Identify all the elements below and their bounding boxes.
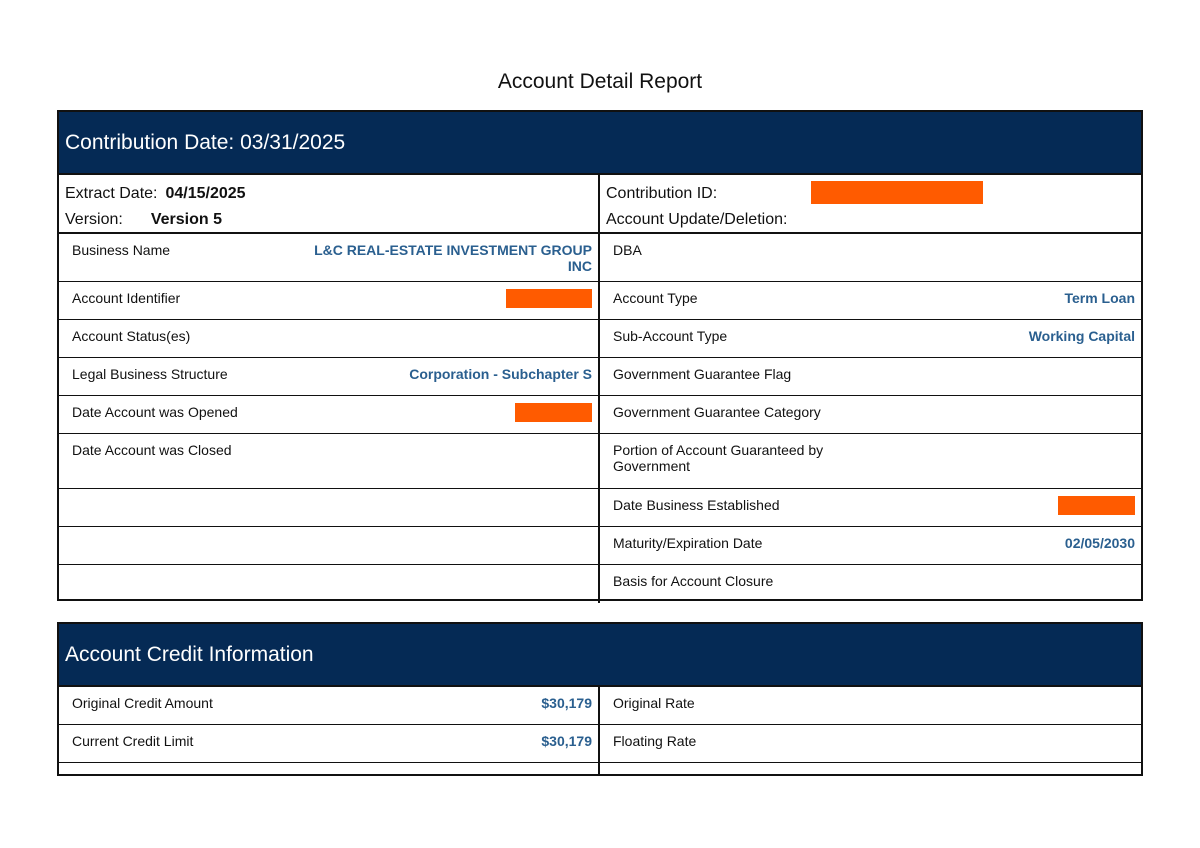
table-row (59, 358, 1141, 396)
date-account-opened-redaction (515, 403, 592, 422)
table-row (59, 763, 1141, 774)
contribution-date-header: Contribution Date: 03/31/2025 (59, 112, 1141, 175)
basis-for-closure-label: Basis for Account Closure (613, 573, 774, 589)
table-row (59, 234, 1141, 282)
extract-date-value: 04/15/2025 (165, 185, 246, 202)
legal-business-structure-label: Legal Business Structure (72, 366, 228, 382)
contribution-section (57, 110, 1143, 601)
contribution-id-redaction (811, 181, 983, 204)
floating-rate-label: Floating Rate (613, 733, 697, 749)
table-row (59, 725, 1141, 763)
legal-business-structure-value: Corporation - Subchapter S (409, 366, 592, 382)
government-guarantee-flag-label: Government Guarantee Flag (613, 366, 792, 382)
maturity-date-value: 02/05/2030 (1064, 535, 1135, 551)
portion-guaranteed-label: Portion of Account Guaranteed by Government (613, 442, 824, 474)
dba-label: DBA (613, 242, 642, 258)
table-row (59, 396, 1141, 434)
version-value: Version 5 (150, 211, 222, 228)
table-row (59, 282, 1141, 320)
account-status-label: Account Status(es) (72, 328, 191, 344)
date-account-opened-label: Date Account was Opened (72, 404, 238, 420)
original-credit-amount-label: Original Credit Amount (72, 695, 213, 711)
table-row (59, 687, 1141, 725)
account-type-value: Term Loan (1064, 290, 1135, 306)
extract-meta-left (59, 175, 600, 232)
page-title: Account Detail Report (497, 70, 703, 93)
business-name-value: L&C REAL-ESTATE INVESTMENT GROUP INC (314, 242, 592, 274)
current-credit-limit-label: Current Credit Limit (72, 733, 194, 749)
current-credit-limit-value: $30,179 (541, 733, 592, 749)
account-identifier-label: Account Identifier (72, 290, 181, 306)
contribution-id-label: Contribution ID: (606, 185, 718, 202)
version-label: Version: (65, 211, 123, 228)
government-guarantee-category-label: Government Guarantee Category (613, 404, 821, 420)
original-credit-amount-value: $30,179 (541, 695, 592, 711)
sub-account-type-value: Working Capital (1028, 328, 1135, 344)
date-business-established-redaction (1058, 496, 1135, 515)
table-row (59, 565, 1141, 603)
date-business-established-label: Date Business Established (613, 497, 780, 513)
extract-meta-row (59, 175, 1141, 234)
table-row (59, 527, 1141, 565)
account-identifier-redaction (506, 289, 592, 308)
extract-date-label: Extract Date: (65, 185, 158, 202)
maturity-date-label: Maturity/Expiration Date (613, 535, 763, 551)
table-row (59, 489, 1141, 527)
table-row (59, 320, 1141, 358)
account-update-label: Account Update/Deletion: (606, 211, 788, 228)
credit-information-header: Account Credit Information (59, 624, 1141, 687)
date-account-closed-label: Date Account was Closed (72, 442, 232, 458)
table-row (59, 434, 1141, 489)
original-rate-label: Original Rate (613, 695, 695, 711)
credit-information-section (57, 622, 1143, 776)
sub-account-type-label: Sub-Account Type (613, 328, 728, 344)
business-name-label: Business Name (72, 242, 171, 258)
account-type-label: Account Type (613, 290, 698, 306)
extract-meta-right (600, 175, 1141, 232)
